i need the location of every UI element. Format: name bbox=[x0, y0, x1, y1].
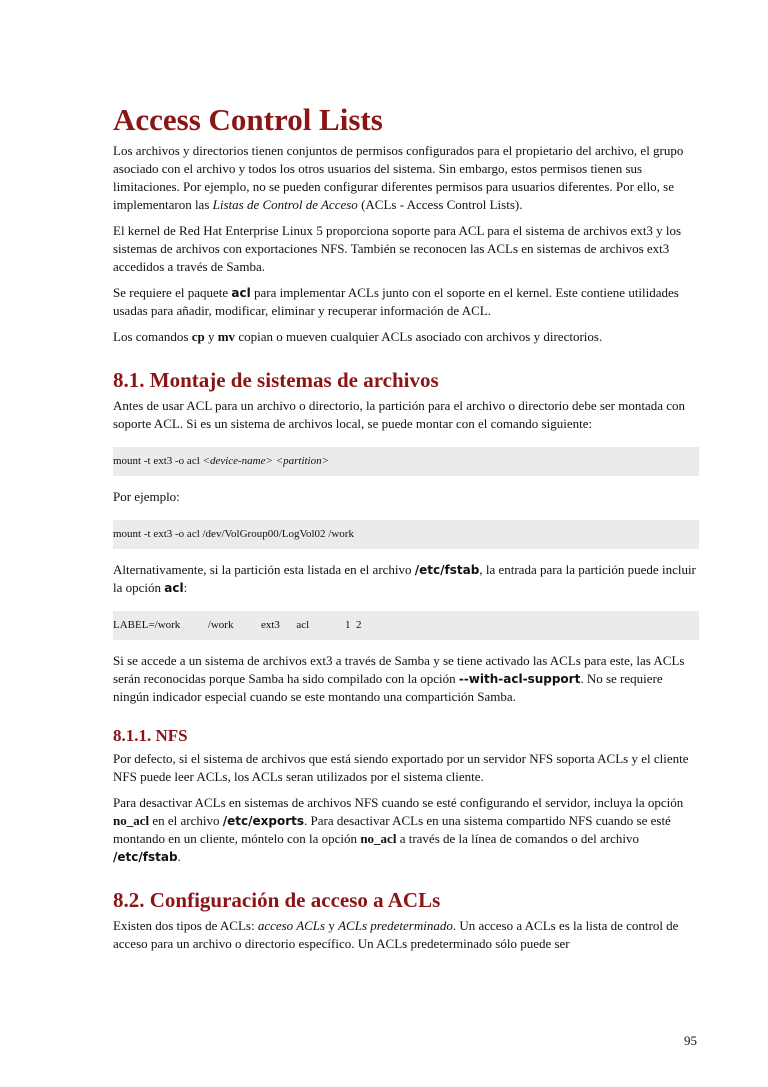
emphasized-text: acceso ACLs bbox=[257, 918, 326, 933]
paragraph bbox=[113, 750, 699, 786]
text-run: y bbox=[325, 918, 339, 933]
emphasized-text: /etc/exports bbox=[222, 814, 305, 828]
text-run: (ACLs - Access Control Lists). bbox=[357, 197, 523, 212]
text-run: Los archivos y directorios tienen conjuntos de permisos configurados para el propietario del archivo, el grupo asociado con el archivo y todos los otros usuarios del sistema. Sin embargo, estos permisos tienen sus limitaciones. Por ejemplo, no se pueden configurar diferentes permisos para usuarios diferentes. Por ello, se implementaron las bbox=[113, 143, 684, 212]
emphasized-text: acl bbox=[231, 286, 251, 300]
text-run: : bbox=[183, 580, 188, 595]
paragraph bbox=[113, 652, 699, 706]
code-block bbox=[113, 447, 699, 476]
text-run: para implementar ACLs junto con el soporte en el kernel. Este contiene utilidades usadas para añadir, modificar, eliminar y recuperar información de ACL. bbox=[113, 285, 679, 318]
text-run: Se requiere el paquete bbox=[113, 285, 232, 300]
paragraph bbox=[113, 142, 699, 214]
emphasized-text: --with-acl-support bbox=[458, 672, 581, 686]
text-run: 8.1.1. NFS bbox=[113, 726, 188, 745]
text-run: . Para desactivar ACLs en una sistema compartido NFS cuando se esté montando en un cliente, móntelo con la opción bbox=[113, 813, 671, 846]
emphasized-text: <device-name> bbox=[202, 455, 273, 467]
text-run: . bbox=[177, 849, 181, 864]
text-run: Alternativamente, si la partición esta listada en el archivo bbox=[113, 562, 415, 577]
emphasized-text: /etc/fstab bbox=[113, 850, 178, 864]
emphasized-text: Listas de Control de Acceso bbox=[212, 197, 358, 212]
paragraph bbox=[113, 284, 699, 320]
code-block bbox=[113, 520, 699, 549]
blocks-container bbox=[113, 142, 699, 953]
text-run: . No se requiere ningún indicador especial cuando se este montando una compartición Samba. bbox=[113, 671, 663, 704]
section-heading bbox=[113, 724, 699, 748]
emphasized-text: cp bbox=[191, 329, 205, 344]
text-run: y bbox=[204, 329, 218, 344]
text-run: El kernel de Red Hat Enterprise Linux 5 proporciona soporte para ACL para el sistema de archivos ext3 y los sistemas de archivos con exportaciones NFS. También se reconocen las ACLs en sistemas de archivos ext3 accedidos a través de Samba. bbox=[113, 223, 682, 274]
text-run: Por defecto, si el sistema de archivos que está siendo exportado por un servidor NFS soporta ACLs y el cliente NFS puede leer ACLs, los ACLs seran utilizados por el sistema cliente. bbox=[113, 751, 689, 784]
text-run: Los comandos bbox=[113, 329, 192, 344]
text-run: Antes de usar ACL para un archivo o directorio, la partición para el archivo o directorio debe ser montada con soporte ACL. Si es un sistema de archivos local, se puede montar con el comando siguiente: bbox=[113, 398, 686, 431]
emphasized-text: acl bbox=[164, 581, 184, 595]
text-run: Si se accede a un sistema de archivos ext3 a través de Samba y se tiene activado las ACLs para este, las ACLs serán reconocidas porque Samba ha sido compilado con la opción bbox=[113, 653, 685, 686]
paragraph bbox=[113, 794, 699, 866]
paragraph bbox=[113, 561, 699, 597]
text-run: mount -t ext3 -o acl bbox=[113, 455, 203, 467]
emphasized-text: ACLs predeterminado bbox=[338, 918, 453, 933]
paragraph bbox=[113, 222, 699, 276]
text-run: a través de la línea de comandos o del archivo bbox=[396, 831, 640, 846]
text-run: copian o mueven cualquier ACLs asociado con archivos y directorios. bbox=[235, 329, 603, 344]
document-body bbox=[113, 100, 699, 961]
text-run: Por ejemplo: bbox=[113, 489, 180, 504]
text-run: Para desactivar ACLs en sistemas de archivos NFS cuando se esté configurando el servidor, incluya la opción bbox=[113, 795, 684, 810]
paragraph bbox=[113, 328, 699, 346]
section-heading bbox=[113, 366, 699, 394]
text-run: 8.1. Montaje de sistemas de archivos bbox=[113, 368, 439, 392]
page-number: 95 bbox=[684, 1033, 697, 1048]
code-block bbox=[113, 611, 699, 640]
section-heading bbox=[113, 886, 699, 914]
paragraph bbox=[113, 917, 699, 953]
text-run: Existen dos tipos de ACLs: bbox=[113, 918, 258, 933]
text-run: mount -t ext3 -o acl /dev/VolGroup00/LogVol02 /work bbox=[113, 528, 354, 540]
paragraph bbox=[113, 488, 699, 506]
emphasized-text: no_acl bbox=[113, 813, 150, 828]
emphasized-text: no_acl bbox=[360, 831, 397, 846]
text-run: . Un acceso a ACLs es la lista de control de acceso para un archivo o directorio específico. Un ACLs predeterminado sólo puede ser bbox=[113, 918, 679, 951]
emphasized-text: <partition> bbox=[275, 455, 330, 467]
text-run: , la entrada para la partición puede incluir la opción bbox=[113, 562, 696, 595]
emphasized-text: mv bbox=[217, 329, 236, 344]
emphasized-text: /etc/fstab bbox=[414, 563, 480, 577]
text-run: 8.2. Configuración de acceso a ACLs bbox=[113, 888, 441, 912]
text-run: en el archivo bbox=[149, 813, 223, 828]
paragraph bbox=[113, 397, 699, 433]
text-run: LABEL=/work /work ext3 acl 1 2 bbox=[113, 619, 362, 631]
page-title: Access Control Lists bbox=[113, 102, 383, 137]
